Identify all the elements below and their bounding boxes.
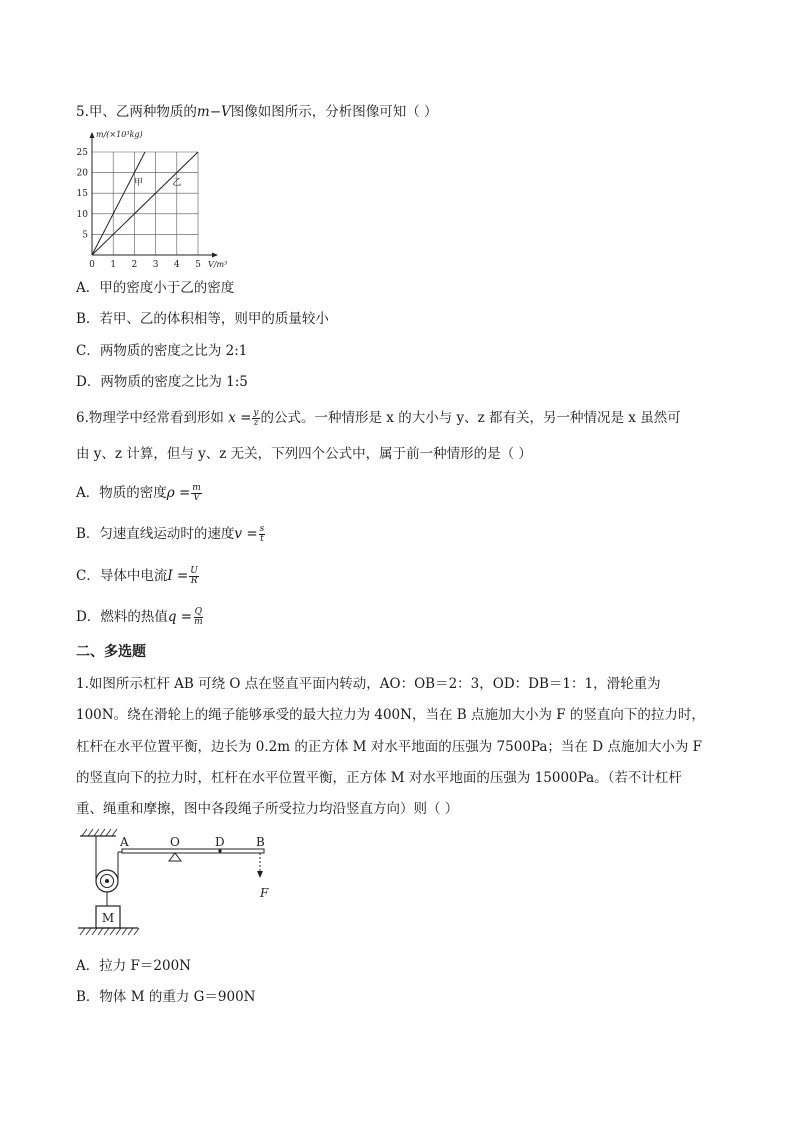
pulley-axle [105, 879, 109, 883]
y-axis-arrow [90, 132, 95, 138]
fulcrum-o [169, 853, 181, 861]
q6-option-b: B．匀速直线运动时的速度v = $\frac{s}{t}$ [76, 524, 265, 544]
lever-ab [122, 849, 264, 853]
series-label-0: 甲 [134, 177, 144, 188]
mq1-stem-line2: 100N。绕在滑轮上的绳子能够承受的最大拉力为 400N，当在 B 点施加大小为 F 的竖直向下的拉力时， [76, 707, 705, 723]
q6-option-d: D．燃料的热值q = $\frac{Q}{m}$ [76, 607, 203, 627]
y-tick-label-25: 25 [76, 148, 88, 158]
q5-option-d: D．两物质的密度之比为 1:5 [76, 374, 248, 390]
q6-option-b-fraction: $\frac{s}{t}$ [259, 524, 265, 544]
force-arrow [257, 871, 263, 878]
section-title-multiple-choice: 二、多选题 [76, 644, 146, 660]
q6-formula-fraction: $\frac{y}{z}$ [253, 408, 259, 428]
mq1-stem-line1: 1.如图所示杠杆 AB 可绕 O 点在竖直平面内转动，AO：OB＝2：3，OD：DB＝1：1，滑轮重为 [76, 676, 661, 692]
q5-stem-variable: m−V [196, 104, 231, 120]
chart-series [92, 152, 198, 255]
mq1-lever-pulley-figure [74, 826, 284, 944]
series-label-1: 乙 [172, 177, 182, 188]
label-b: B [256, 835, 265, 849]
series-line-0 [92, 152, 145, 255]
q6-option-d-fraction: $\frac{Q}{m}$ [194, 607, 203, 627]
y-tick-label-5: 5 [82, 230, 88, 241]
mq1-option-b: B．物体 M 的重力 G＝900N [76, 989, 256, 1005]
label-a: A [120, 835, 129, 849]
q5-option-b: B．若甲、乙的体积相等，则甲的质量较小 [76, 311, 329, 327]
q5-option-c: C．两物质的密度之比为 2:1 [76, 343, 248, 359]
mq1-stem-line5: 重、绳重和摩擦，图中各段绳子所受拉力均沿竖直方向）则（ ） [76, 801, 459, 817]
x-tick-label-2: 2 [131, 260, 138, 270]
q6-formula-lhs: x = [228, 410, 252, 426]
q5-option-a: A．甲的密度小于乙的密度 [76, 280, 235, 296]
label-o: O [170, 835, 180, 849]
mq1-stem-line3: 杠杆在水平位置平衡，边长为 0.2m 的正方体 M 对水平地面的压强为 7500Pa；当在 D 点施加大小为 F [76, 739, 702, 755]
label-m: M [101, 911, 115, 925]
q6-stem-line2: 由 y、z 计算，但与 y、z 无关，下列四个公式中，属于前一种情形的是（ ） [76, 446, 532, 462]
q6-option-a-fraction: $\frac{m}{V}$ [192, 483, 201, 503]
x-tick-label-3: 3 [152, 260, 159, 270]
x-tick-label-4: 4 [173, 260, 180, 270]
label-d: D [215, 835, 225, 849]
chart-labels [77, 130, 228, 270]
ceiling-hatch [82, 829, 117, 836]
y-tick-label-20: 20 [76, 168, 88, 179]
mq1-stem-line4: 的竖直向下的拉力时，杠杆在水平位置平衡，正方体 M 对水平地面的压强为 15000Pa。（若不计杠杆 [76, 770, 682, 786]
x-tick-label-0: 0 [89, 260, 95, 270]
q6-option-c: C．导体中电流I = $\frac{U}{R}$ [76, 566, 198, 586]
x-axis-label: V/m³ [208, 260, 228, 269]
q6-option-c-fraction: $\frac{U}{R}$ [190, 566, 198, 586]
x-tick-label-5: 5 [195, 260, 201, 270]
x-tick-label-1: 1 [110, 260, 117, 270]
mq1-option-a: A．拉力 F＝200N [76, 958, 191, 974]
x-axis-arrow [212, 253, 218, 258]
q6-stem-line1: 6.物理学中经常看到形如 x = $\frac{y}{z}$ 的公式。一种情形是 x 的大小与 y、z 都有关，另一种情况是 x 虽然可 [76, 408, 681, 428]
y-axis-label: m/(×10³kg) [96, 130, 143, 139]
series-line-1 [92, 152, 198, 255]
q5-stem: 5.甲、乙两种物质的m−V图像如图所示，分析图像可知（ ） [76, 104, 438, 120]
ground-hatch [80, 928, 139, 935]
q6-option-a: A．物质的密度ρ = $\frac{m}{V}$ [76, 483, 201, 503]
point-d [218, 849, 221, 852]
y-tick-label-10: 10 [76, 209, 88, 220]
q5-mv-chart [70, 128, 240, 276]
label-f: F [260, 886, 269, 900]
y-tick-label-15: 15 [76, 189, 88, 200]
